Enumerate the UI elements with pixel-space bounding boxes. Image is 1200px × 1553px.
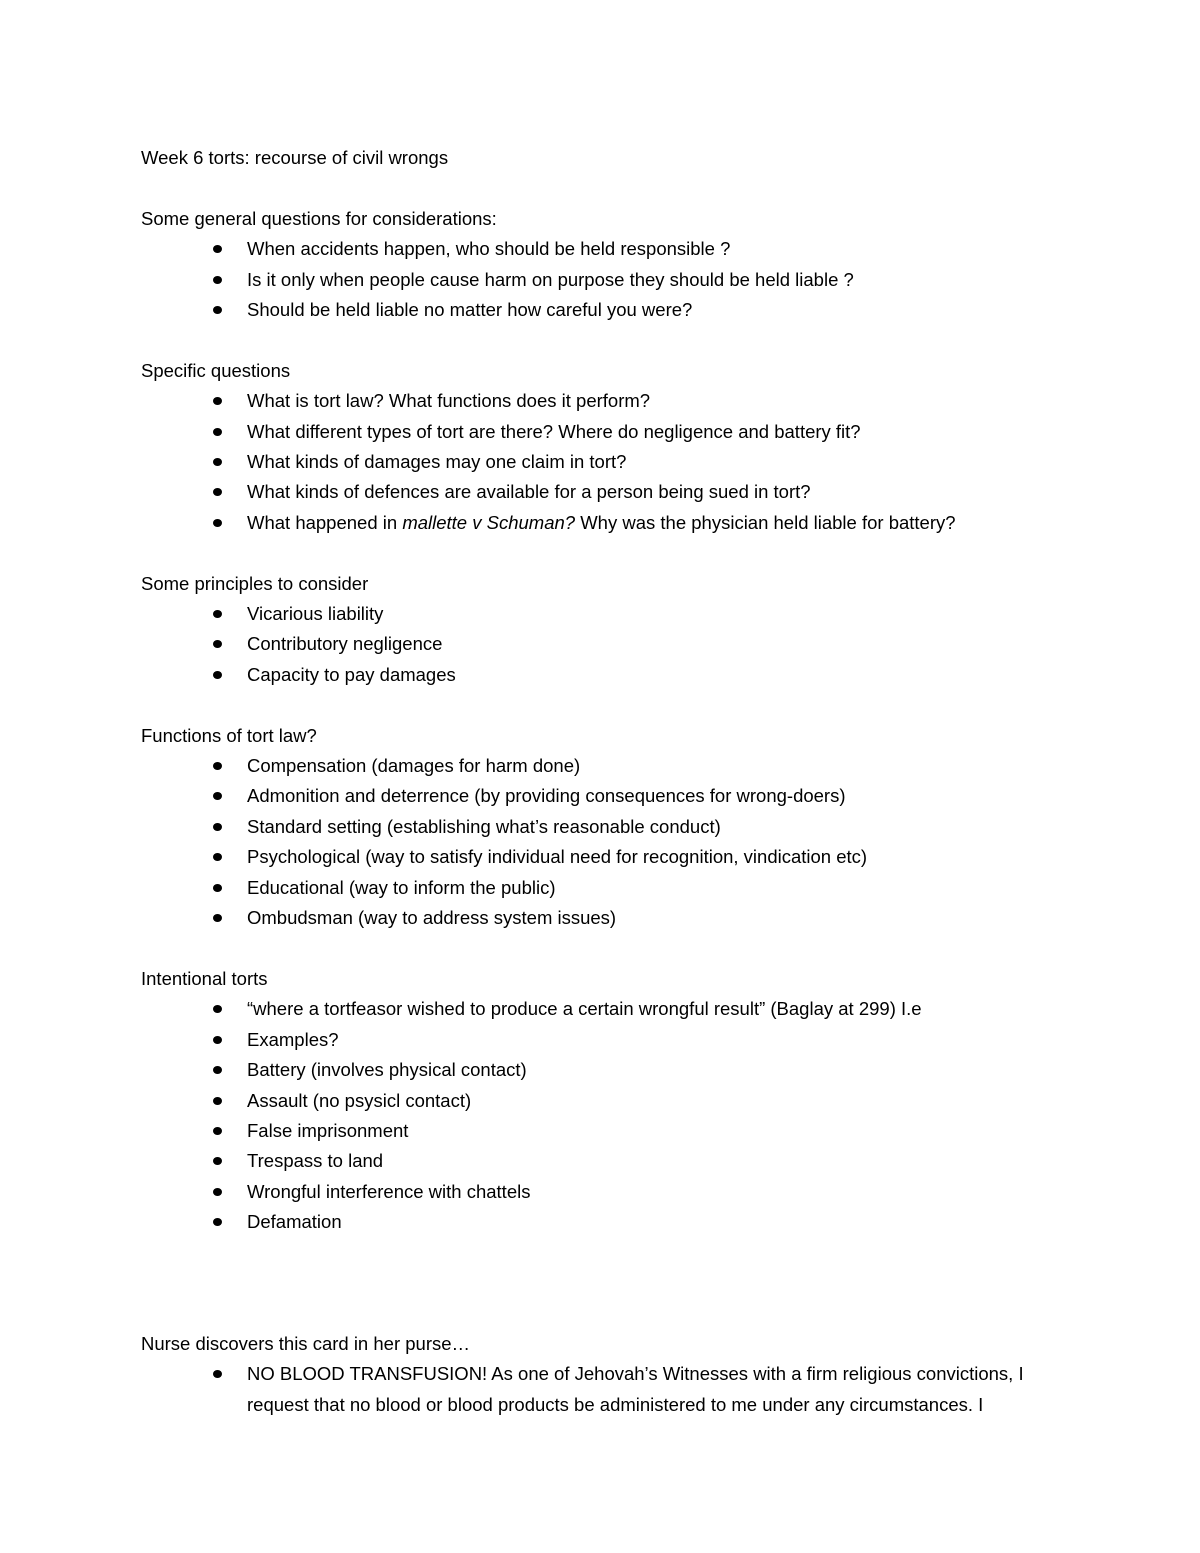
nurse-card-list: [141, 1359, 1071, 1420]
list-item: Contributory negligence: [247, 629, 1071, 659]
list-item: Defamation: [247, 1207, 1071, 1237]
bullet-icon: [213, 245, 222, 253]
list-item: What kinds of damages may one claim in tort?: [247, 447, 1071, 477]
list-item: Battery (involves physical contact): [247, 1055, 1071, 1085]
general-questions-list: [141, 234, 1071, 325]
list-item: Assault (no psysicl contact): [247, 1086, 1071, 1116]
bullet-icon: [213, 1005, 222, 1013]
section-heading-functions: Functions of tort law?: [141, 724, 317, 746]
list-item: What is tort law? What functions does it perform?: [247, 386, 1071, 416]
bullet-icon: [213, 640, 222, 648]
list-item: What kinds of defences are available for a person being sued in tort?: [247, 477, 1071, 507]
bullet-icon: [213, 519, 222, 527]
bullet-icon: [213, 823, 222, 831]
bullet-icon: [213, 1097, 222, 1105]
bullet-icon: [213, 1218, 222, 1226]
list-item: Capacity to pay damages: [247, 660, 1071, 690]
intentional-torts-list: [141, 994, 1071, 1237]
list-item: Ombudsman (way to address system issues): [247, 903, 1071, 933]
list-item-mallette: What happened in mallette v Schuman? Why was the physician held liable for battery?: [247, 508, 1071, 538]
list-item: Is it only when people cause harm on purpose they should be held liable ?: [247, 265, 1071, 295]
bullet-icon: [213, 853, 222, 861]
section-heading-general-questions: Some general questions for considerations:: [141, 207, 497, 229]
list-item: Trespass to land: [247, 1146, 1071, 1176]
bullet-icon: [213, 1127, 222, 1135]
list-item: False imprisonment: [247, 1116, 1071, 1146]
document-body: [141, 143, 1071, 1420]
case-name: mallette v Schuman?: [402, 511, 576, 533]
list-item: Compensation (damages for harm done): [247, 751, 1071, 781]
bullet-icon: [213, 1188, 222, 1196]
principles-list: [141, 599, 1071, 690]
section-heading-nurse-card: Nurse discovers this card in her purse…: [141, 1332, 471, 1354]
list-item: “where a tortfeasor wished to produce a certain wrongful result” (Baglay at 299) I.e: [247, 994, 1071, 1024]
bullet-icon: [213, 1066, 222, 1074]
list-item: Wrongful interference with chattels: [247, 1177, 1071, 1207]
bullet-icon: [213, 397, 222, 405]
bullet-icon: [213, 884, 222, 892]
bullet-icon: [213, 428, 222, 436]
bullet-icon: [213, 306, 222, 314]
bullet-icon: [213, 762, 222, 770]
section-heading-specific-questions: Specific questions: [141, 359, 291, 381]
list-item: What different types of tort are there? Where do negligence and battery fit?: [247, 417, 1071, 447]
list-item: Standard setting (establishing what’s reasonable conduct): [247, 812, 1071, 842]
bullet-icon: [213, 671, 222, 679]
bullet-icon: [213, 458, 222, 466]
document-title: Week 6 torts: recourse of civil wrongs: [141, 147, 449, 168]
list-item: When accidents happen, who should be held responsible ?: [247, 234, 1071, 264]
list-item: Educational (way to inform the public): [247, 873, 1071, 903]
bullet-icon: [213, 1157, 222, 1165]
list-item: Psychological (way to satisfy individual need for recognition, vindication etc): [247, 842, 1071, 872]
bullet-icon: [213, 1370, 222, 1378]
list-item: NO BLOOD TRANSFUSION! As one of Jehovah’s Witnesses with a firm religious convictions, I request that no blood or blood products be administered to me under any circumstances. I: [247, 1359, 1071, 1420]
list-item: Vicarious liability: [247, 599, 1071, 629]
bullet-icon: [213, 914, 222, 922]
list-item: Examples?: [247, 1025, 1071, 1055]
list-item: Admonition and deterrence (by providing consequences for wrong-doers): [247, 781, 1071, 811]
section-heading-intentional-torts: Intentional torts: [141, 967, 268, 989]
list-item: Should be held liable no matter how careful you were?: [247, 295, 1071, 325]
bullet-icon: [213, 610, 222, 618]
bullet-icon: [213, 488, 222, 496]
bullet-icon: [213, 276, 222, 284]
bullet-icon: [213, 792, 222, 800]
section-heading-principles: Some principles to consider: [141, 572, 369, 594]
functions-list: [141, 751, 1071, 933]
bullet-icon: [213, 1036, 222, 1044]
specific-questions-list: [141, 386, 1071, 538]
